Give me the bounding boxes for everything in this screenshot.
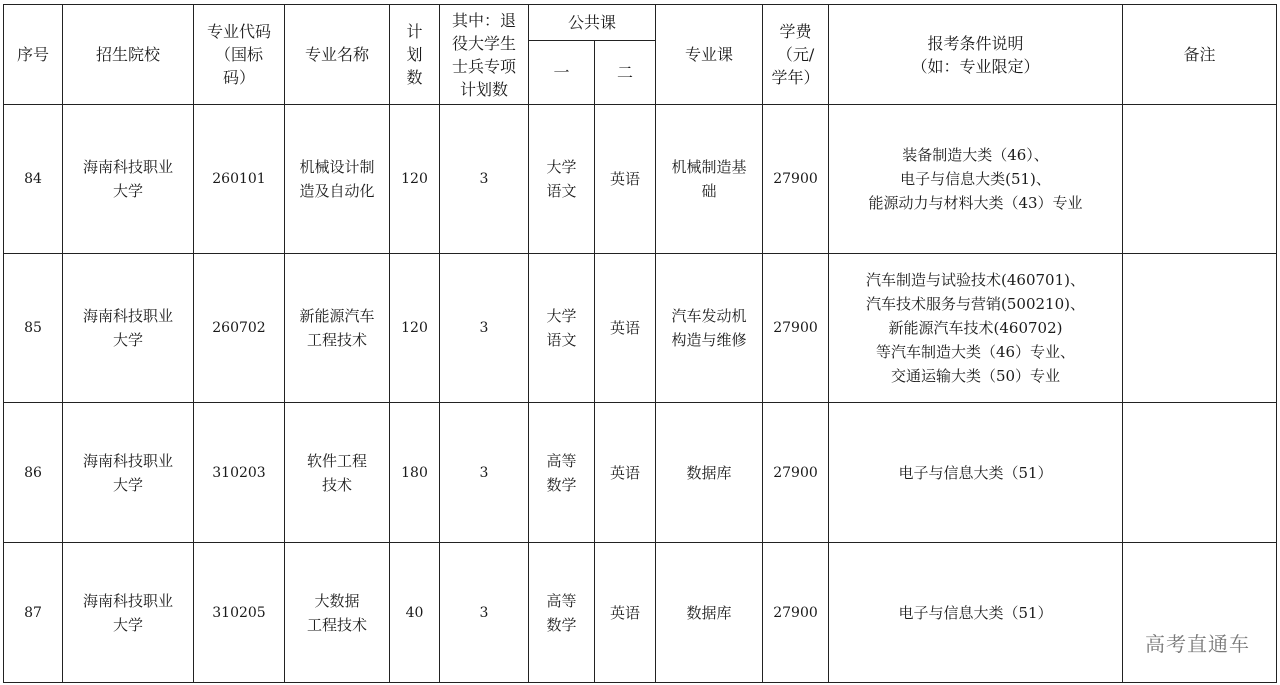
table-row	[4, 403, 1277, 543]
cell-remarks	[1123, 543, 1277, 683]
cell-fee: 27900	[763, 403, 829, 543]
header-public-course: 公共课	[529, 5, 656, 41]
cell-code: 310205	[194, 543, 285, 683]
cell-school: 海南科技职业 大学	[63, 254, 194, 403]
header-veteran: 其中：退 役大学生 士兵专项 计划数	[440, 5, 529, 105]
cell-public-one: 高等 数学	[529, 543, 595, 683]
cell-plan: 40	[390, 543, 440, 683]
cell-public-one: 高等 数学	[529, 403, 595, 543]
cell-public-one: 大学 语文	[529, 254, 595, 403]
cell-major: 软件工程 技术	[285, 403, 390, 543]
header-major: 专业名称	[285, 5, 390, 105]
cell-fee: 27900	[763, 105, 829, 254]
admissions-table	[3, 4, 1277, 683]
header-remarks: 备注	[1123, 5, 1277, 105]
cell-remarks	[1123, 105, 1277, 254]
cell-prof-course: 机械制造基 础	[656, 105, 763, 254]
cell-prof-course: 数据库	[656, 543, 763, 683]
header-code: 专业代码 （国标 码）	[194, 5, 285, 105]
cell-public-two: 英语	[595, 105, 656, 254]
cell-remarks	[1123, 403, 1277, 543]
header-prof-course: 专业课	[656, 5, 763, 105]
cell-veteran: 3	[440, 543, 529, 683]
cell-prof-course: 数据库	[656, 403, 763, 543]
cell-seq: 85	[4, 254, 63, 403]
cell-school: 海南科技职业 大学	[63, 543, 194, 683]
header-public-one: 一	[529, 41, 595, 105]
cell-veteran: 3	[440, 403, 529, 543]
cell-major: 新能源汽车 工程技术	[285, 254, 390, 403]
cell-public-two: 英语	[595, 403, 656, 543]
cell-public-two: 英语	[595, 254, 656, 403]
cell-conditions: 电子与信息大类（51）	[829, 403, 1123, 543]
cell-conditions: 电子与信息大类（51）	[829, 543, 1123, 683]
cell-fee: 27900	[763, 254, 829, 403]
cell-code: 260702	[194, 254, 285, 403]
header-public-two: 二	[595, 41, 656, 105]
watermark-text: 高考直通车	[1145, 632, 1250, 656]
cell-conditions: 汽车制造与试验技术(460701)、 汽车技术服务与营销(500210)、 新能源汽车技术(460702) 等汽车制造大类（46）专业、 交通运输大类（50）专业	[829, 254, 1123, 403]
cell-major: 大数据 工程技术	[285, 543, 390, 683]
header-plan: 计 划 数	[390, 5, 440, 105]
cell-remarks	[1123, 254, 1277, 403]
cell-plan: 180	[390, 403, 440, 543]
cell-conditions: 装备制造大类（46）、 电子与信息大类(51)、 能源动力与材料大类（43）专业	[829, 105, 1123, 254]
cell-code: 310203	[194, 403, 285, 543]
cell-major: 机械设计制 造及自动化	[285, 105, 390, 254]
cell-fee: 27900	[763, 543, 829, 683]
header-school: 招生院校	[63, 5, 194, 105]
cell-prof-course: 汽车发动机 构造与维修	[656, 254, 763, 403]
cell-seq: 86	[4, 403, 63, 543]
header-fee: 学费 （元/ 学年）	[763, 5, 829, 105]
table-row	[4, 254, 1277, 403]
header-conditions: 报考条件说明 （如：专业限定）	[829, 5, 1123, 105]
cell-veteran: 3	[440, 105, 529, 254]
table-row	[4, 543, 1277, 683]
cell-code: 260101	[194, 105, 285, 254]
cell-seq: 84	[4, 105, 63, 254]
cell-plan: 120	[390, 254, 440, 403]
cell-seq: 87	[4, 543, 63, 683]
cell-public-two: 英语	[595, 543, 656, 683]
cell-public-one: 大学 语文	[529, 105, 595, 254]
header-seq: 序号	[4, 5, 63, 105]
cell-school: 海南科技职业 大学	[63, 105, 194, 254]
cell-veteran: 3	[440, 254, 529, 403]
cell-plan: 120	[390, 105, 440, 254]
cell-school: 海南科技职业 大学	[63, 403, 194, 543]
table-row	[4, 105, 1277, 254]
